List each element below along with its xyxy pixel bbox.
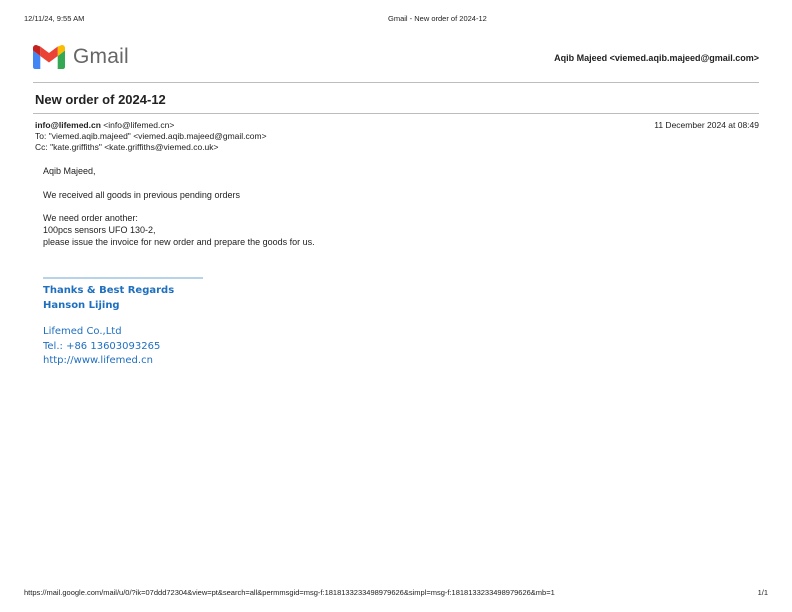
to-label: To: <box>35 131 47 141</box>
body-line: We need order another: <box>43 213 138 223</box>
email-to <box>35 131 267 141</box>
signature-divider <box>43 277 203 279</box>
body-line: 100pcs sensors UFO 130-2, <box>43 225 156 235</box>
header-divider <box>33 82 759 83</box>
email-cc <box>35 142 219 152</box>
signature-regards: Thanks & Best Regards <box>43 285 175 296</box>
from-name: info@lifemed.cn <box>35 120 101 130</box>
account-user: Aqib Majeed <viemed.aqib.majeed@gmail.com> <box>554 53 759 63</box>
cc-label: Cc: <box>35 142 48 152</box>
gmail-logo[interactable] <box>33 44 133 72</box>
body-greeting: Aqib Majeed, <box>43 166 96 176</box>
print-title: Gmail - New order of 2024-12 <box>388 14 487 23</box>
email-date: 11 December 2024 at 08:49 <box>654 120 759 130</box>
from-address: <info@lifemed.cn> <box>103 120 175 130</box>
subject-divider <box>33 113 759 114</box>
cc-value: "kate.griffiths" <kate.griffiths@viemed.co.uk> <box>50 142 219 152</box>
signature-company: Lifemed Co.,Ltd <box>43 326 122 337</box>
signature-tel[interactable]: Tel.: +86 13603093265 <box>43 341 161 352</box>
gmail-wordmark: Gmail <box>73 45 129 68</box>
body-line: We received all goods in previous pending orders <box>43 190 240 200</box>
print-page-number: 1/1 <box>757 588 768 597</box>
to-value: "viemed.aqib.majeed" <viemed.aqib.majeed@gmail.com> <box>48 131 267 141</box>
print-url: https://mail.google.com/mail/u/0/?ik=07ddd72304&view=pt&search=all&permmsgid=msg-f:1818133233498979626&simpl=msg-f:1818133233498979626&mb=1 <box>24 588 555 597</box>
signature-website-link[interactable]: http://www.lifemed.cn <box>43 355 153 366</box>
print-datetime: 12/11/24, 9:55 AM <box>24 14 85 23</box>
body-line: please issue the invoice for new order and prepare the goods for us. <box>43 237 315 247</box>
signature-name: Hanson Lijing <box>43 300 120 311</box>
email-subject: New order of 2024-12 <box>35 92 166 107</box>
gmail-m-icon <box>33 45 65 69</box>
email-from <box>35 120 174 130</box>
